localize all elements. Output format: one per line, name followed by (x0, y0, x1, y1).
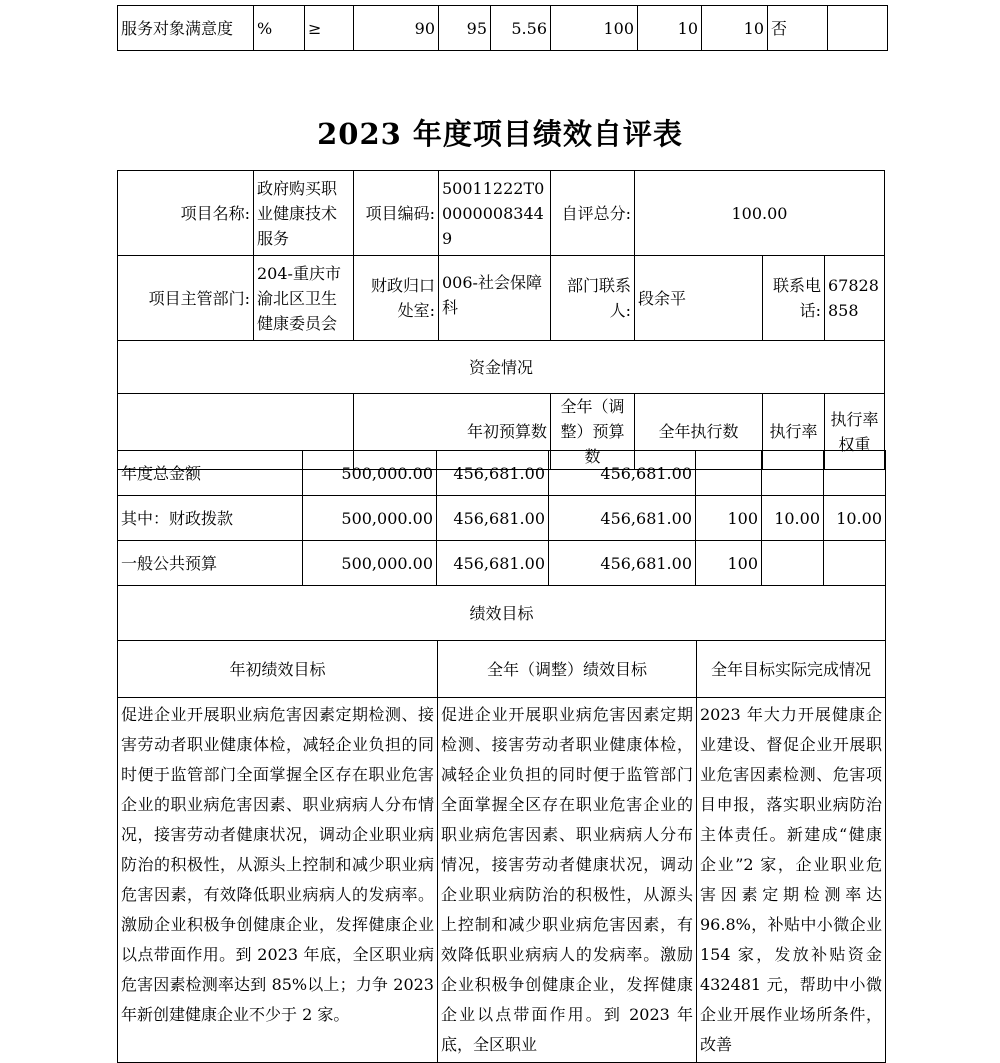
evaluation-table (117, 170, 885, 470)
indicator-value-3: 5.56 (491, 6, 551, 51)
funds-header-adjusted: 全年（调整）预算数 (551, 394, 635, 470)
funds-row-rate: 100 (696, 496, 762, 541)
indicator-value-4: 100 (551, 6, 638, 51)
indicator-value-6: 10 (702, 6, 768, 51)
indicator-value-1: 90 (354, 6, 439, 51)
phone-value: 67828858 (825, 256, 885, 341)
goals-header-actual: 全年目标实际完成情况 (697, 641, 886, 698)
indicator-row-table (117, 5, 888, 51)
funds-header-rate: 执行率 (763, 394, 825, 470)
funds-row-name: 一般公共预算 (118, 541, 303, 586)
indicator-value-2: 95 (439, 6, 491, 51)
score-label: 自评总分: (551, 171, 635, 256)
funds-header-weight: 执行率权重 (825, 394, 885, 470)
finance-value: 006-社会保障科 (439, 256, 551, 341)
funds-row-name: 其中：财政拨款 (118, 496, 303, 541)
funds-header-initial: 年初预算数 (354, 394, 551, 470)
funds-row-weight: 10.00 (762, 496, 824, 541)
phone-label: 联系电话: (763, 256, 825, 341)
dept-label: 项目主管部门: (118, 256, 254, 341)
funds-row-adjusted: 456,681.00 (437, 451, 549, 496)
indicator-operator: ≥ (305, 6, 354, 51)
funds-row-score: 10.00 (824, 496, 886, 541)
goals-header-adjusted: 全年（调整）绩效目标 (438, 641, 697, 698)
project-code-label: 项目编码: (354, 171, 439, 256)
funds-row-adjusted: 456,681.00 (437, 541, 549, 586)
score-value: 100.00 (635, 171, 885, 256)
funds-row-rate (696, 451, 762, 496)
funds-header-executed: 全年执行数 (635, 394, 763, 470)
funds-row-initial: 500,000.00 (303, 451, 437, 496)
project-name-value: 政府购买职业健康技术服务 (254, 171, 354, 256)
indicator-name: 服务对象满意度 (118, 6, 254, 51)
goals-adjusted-text: 促进企业开展职业病危害因素定期检测、接害劳动者职业健康体检，减轻企业负担的同时便于监管部门全面掌握全区存在职业危害企业的职业病危害因素、职业病病人分布情况，接害劳动者健康状况，调动企业职业病防治的积极性，从源头上控制和减少职业病危害因素，有效降低职业病病人的发病率。激励企业积极争创健康企业，发挥健康企业以点带面作用。到 2023 年底，全区职业 (438, 698, 697, 1063)
funds-row-executed: 456,681.00 (549, 541, 696, 586)
indicator-flag: 否 (768, 6, 828, 51)
project-name-label: 项目名称: (118, 171, 254, 256)
indicator-unit: % (254, 6, 305, 51)
funds-table (117, 450, 886, 586)
goals-section-header: 绩效目标 (118, 586, 886, 641)
funds-row-score (824, 451, 886, 496)
indicator-value-5: 10 (638, 6, 702, 51)
funds-row-score (824, 541, 886, 586)
funds-row-initial: 500,000.00 (303, 496, 437, 541)
dept-value: 204-重庆市渝北区卫生健康委员会 (254, 256, 354, 341)
goals-actual-text: 2023 年大力开展健康企业建设、督促企业开展职业危害因素检测、危害项目申报，落实职业病防治主体责任。新建成“健康企业”2 家，企业职业危害因素定期检测率达 96.8%，补贴中小微企业 154 家，发放补贴资金 432481 元，帮助中小微企业开展作业场所条件，改善 (697, 698, 886, 1063)
funds-row-weight (762, 541, 824, 586)
funds-row-name: 年度总金额 (118, 451, 303, 496)
funds-row-adjusted: 456,681.00 (437, 496, 549, 541)
goals-table (117, 585, 886, 1063)
funds-row-weight (762, 451, 824, 496)
finance-label: 财政归口处室: (354, 256, 439, 341)
page-title: 2023 年度项目绩效自评表 (317, 117, 683, 151)
contact-label: 部门联系人: (551, 256, 635, 341)
goals-header-initial: 年初绩效目标 (118, 641, 438, 698)
project-code-value: 50011222T000000083449 (439, 171, 551, 256)
funds-row-executed: 456,681.00 (549, 496, 696, 541)
contact-value: 段余平 (635, 256, 763, 341)
funds-row-rate: 100 (696, 541, 762, 586)
goals-initial-text: 促进企业开展职业病危害因素定期检测、接害劳动者职业健康体检，减轻企业负担的同时便于监管部门全面掌握全区存在职业危害企业的职业病危害因素、职业病病人分布情况，接害劳动者健康状况，调动企业职业病防治的积极性，从源头上控制和减少职业病危害因素，有效降低职业病病人的发病率。激励企业积极争创健康企业，发挥健康企业以点带面作用。到 2023 年底，全区职业病危害因素检测率达到 85%以上；力争 2023 年新创建健康企业不少于 2 家。 (118, 698, 438, 1063)
funds-row-executed: 456,681.00 (549, 451, 696, 496)
funds-section-header: 资金情况 (118, 341, 885, 394)
funds-row-initial: 500,000.00 (303, 541, 437, 586)
indicator-blank (828, 6, 888, 51)
